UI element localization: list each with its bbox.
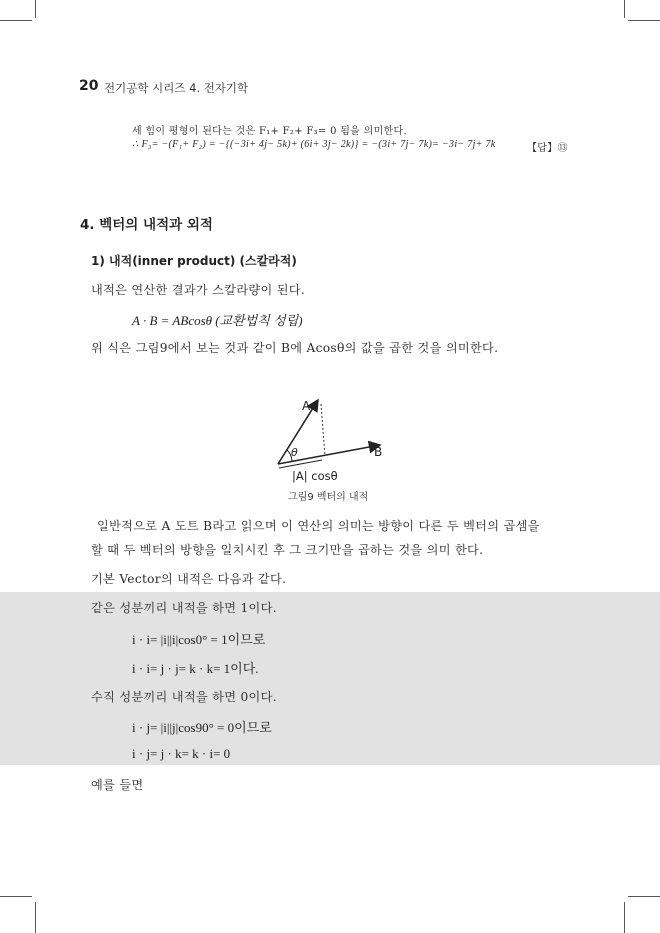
equation: i · j= |i||j|cos90° = 0이므로 — [132, 720, 272, 735]
theta-label: θ — [291, 446, 298, 459]
crop-mark — [0, 896, 32, 897]
crop-mark — [0, 20, 32, 21]
shaded-band — [0, 592, 660, 765]
paragraph: 내적은 연산한 결과가 스칼라량이 된다. — [91, 283, 306, 297]
answer-mark: 【답】⑬ — [527, 143, 568, 154]
crop-mark — [628, 896, 660, 897]
projection-line — [321, 404, 325, 456]
vector-b-label: B — [374, 445, 383, 459]
continuation-line-1: 세 힘이 평형이 된다는 것은 F₁+ F₂+ F₃= 0 됨을 의미한다. — [132, 126, 407, 137]
paragraph: 할 때 두 벡터의 방향을 일치시킨 후 그 크기만을 곱하는 것을 의미 한다. — [91, 543, 484, 557]
paragraph: 수직 성분끼리 내적을 하면 0이다. — [91, 690, 277, 704]
subsection-heading: 1) 내적(inner product) (스칼라적) — [91, 254, 297, 268]
paragraph: 같은 성분끼리 내적을 하면 1이다. — [91, 601, 277, 615]
continuation-line-2: ∴ F₃= −(F₁+ F₂) = −{(−3i+ 4j− 5k)+ (6i+ 3j− 2k)} = −(3i+ 7j− 7k)= −3i− 7j+ 7k — [132, 139, 496, 150]
equation: i · i= j · j= k · k= 1이다. — [132, 661, 259, 676]
running-header: 전기공학 시리즈 4. 전자기학 — [104, 81, 249, 95]
equation: i · j= j · k= k · i= 0 — [132, 746, 231, 761]
vector-a-arrow — [278, 400, 318, 464]
crop-mark — [624, 0, 625, 18]
paragraph: 기본 Vector의 내적은 다음과 같다. — [91, 572, 287, 586]
page-number: 20 — [79, 78, 99, 94]
paragraph: 일반적으로 A 도트 B라고 읽으며 이 연산의 의미는 방향이 다른 두 벡터의 곱셈을 — [97, 519, 540, 533]
projection-label: |A| cosθ — [292, 469, 338, 483]
paragraph: 위 식은 그림9에서 보는 것과 같이 B에 Acosθ의 값을 곱한 것을 의미한다. — [91, 341, 499, 355]
crop-mark — [35, 0, 36, 18]
crop-mark — [628, 20, 660, 21]
crop-mark — [624, 902, 625, 933]
crop-mark — [35, 902, 36, 933]
section-heading: 4. 벡터의 내적과 외적 — [80, 217, 213, 233]
projection-span — [279, 460, 322, 468]
equation: i · i= |i||i|cos0° = 1이므로 — [132, 632, 266, 647]
vector-a-label: A — [302, 399, 311, 413]
paragraph: 예를 들면 — [91, 778, 144, 792]
equation: A · B = ABcosθ (교환법칙 성립) — [132, 313, 303, 328]
figure-caption: 그림9 벡터의 내적 — [288, 492, 369, 503]
